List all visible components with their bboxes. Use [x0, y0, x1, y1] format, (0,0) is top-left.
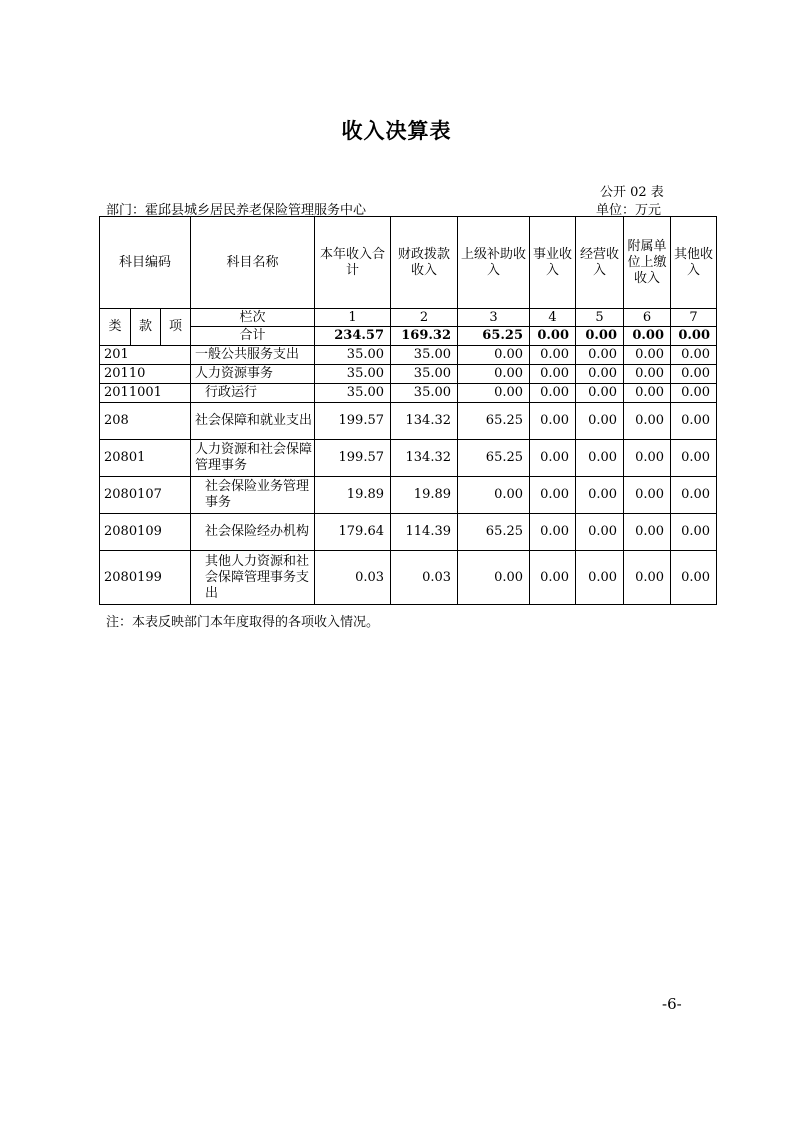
amount-cell: 35.00: [315, 365, 391, 384]
amount-cell: 0.00: [530, 514, 576, 551]
name-header: 科目名称: [191, 217, 315, 309]
amount-cell: 0.00: [671, 346, 717, 365]
col-number: 6: [624, 309, 671, 327]
subject-code: 2080199: [100, 551, 191, 605]
col-number: 2: [391, 309, 458, 327]
col-number: 1: [315, 309, 391, 327]
amount-cell: 0.00: [624, 346, 671, 365]
page-number: -6-: [662, 995, 682, 1013]
amount-cell: 0.00: [576, 384, 624, 403]
amount-cell: 0.00: [576, 440, 624, 477]
amount-cell: 0.00: [624, 384, 671, 403]
amount-cell: 0.00: [458, 551, 530, 605]
total-row: [100, 327, 717, 346]
subject-code: 20110: [100, 365, 191, 384]
amount-cell: 0.00: [576, 477, 624, 514]
amount-cell: 0.00: [458, 477, 530, 514]
col-header: 本年收入合计: [315, 217, 391, 309]
total-value: 169.32: [391, 327, 458, 346]
amount-cell: 0.03: [315, 551, 391, 605]
subject-name: 人力资源事务: [191, 365, 315, 384]
department-label: 部门：霍邱县城乡居民养老保险管理服务中心: [106, 203, 367, 218]
subject-code: 201: [100, 346, 191, 365]
amount-cell: 19.89: [315, 477, 391, 514]
subject-name: 其他人力资源和社会保障管理事务支出: [191, 551, 315, 605]
income-table: [99, 216, 717, 605]
amount-cell: 0.00: [530, 440, 576, 477]
code-header: 科目编码: [100, 217, 191, 309]
amount-cell: 0.00: [671, 477, 717, 514]
table-row: [100, 403, 717, 440]
amount-cell: 0.00: [624, 440, 671, 477]
amount-cell: 0.00: [576, 403, 624, 440]
column-number-row: [100, 309, 717, 327]
amount-cell: 0.00: [624, 514, 671, 551]
form-number: 公开 02 表: [600, 185, 664, 200]
amount-cell: 114.39: [391, 514, 458, 551]
amount-cell: 0.00: [458, 346, 530, 365]
table-note: 注：本表反映部门本年度取得的各项收入情况。: [106, 615, 380, 630]
amount-cell: 0.00: [530, 365, 576, 384]
amount-cell: 0.00: [576, 365, 624, 384]
amount-cell: 65.25: [458, 514, 530, 551]
table-row: [100, 514, 717, 551]
amount-cell: 0.00: [671, 440, 717, 477]
total-value: 65.25: [458, 327, 530, 346]
amount-cell: 134.32: [391, 440, 458, 477]
table-row: [100, 365, 717, 384]
subject-name: 社会保险经办机构: [191, 514, 315, 551]
total-value: 0.00: [530, 327, 576, 346]
col-header: 经营收入: [576, 217, 624, 309]
col-number: 3: [458, 309, 530, 327]
table-row: [100, 477, 717, 514]
amount-cell: 0.00: [624, 403, 671, 440]
subject-code: 20801: [100, 440, 191, 477]
table-row: [100, 551, 717, 605]
table-row: [100, 346, 717, 365]
subject-code: 2011001: [100, 384, 191, 403]
lanci-label: 栏次: [191, 309, 315, 327]
subject-name: 一般公共服务支出: [191, 346, 315, 365]
col-header: 上级补助收入: [458, 217, 530, 309]
lei-header: 类: [100, 309, 131, 346]
amount-cell: 0.00: [671, 551, 717, 605]
total-label: 合计: [191, 327, 315, 346]
amount-cell: 35.00: [391, 365, 458, 384]
amount-cell: 0.00: [671, 365, 717, 384]
xiang-header: 项: [161, 309, 191, 346]
amount-cell: 35.00: [315, 384, 391, 403]
amount-cell: 0.00: [458, 365, 530, 384]
header-row: [100, 217, 717, 309]
col-header: 事业收入: [530, 217, 576, 309]
amount-cell: 0.00: [576, 346, 624, 365]
subject-name: 社会保险业务管理事务: [191, 477, 315, 514]
amount-cell: 19.89: [391, 477, 458, 514]
amount-cell: 134.32: [391, 403, 458, 440]
col-number: 7: [671, 309, 717, 327]
table-row: [100, 384, 717, 403]
amount-cell: 179.64: [315, 514, 391, 551]
amount-cell: 0.00: [530, 403, 576, 440]
amount-cell: 0.00: [530, 551, 576, 605]
table-row: [100, 440, 717, 477]
amount-cell: 0.00: [576, 514, 624, 551]
col-header: 财政拨款收入: [391, 217, 458, 309]
amount-cell: 0.00: [624, 477, 671, 514]
amount-cell: 199.57: [315, 440, 391, 477]
amount-cell: 0.00: [530, 477, 576, 514]
col-header: 其他收入: [671, 217, 717, 309]
amount-cell: 0.00: [671, 514, 717, 551]
subject-name: 社会保障和就业支出: [191, 403, 315, 440]
amount-cell: 0.00: [530, 346, 576, 365]
amount-cell: 65.25: [458, 403, 530, 440]
amount-cell: 35.00: [315, 346, 391, 365]
subject-code: 208: [100, 403, 191, 440]
total-value: 0.00: [576, 327, 624, 346]
subject-code: 2080109: [100, 514, 191, 551]
amount-cell: 0.00: [576, 551, 624, 605]
amount-cell: 0.00: [624, 551, 671, 605]
amount-cell: 0.00: [530, 384, 576, 403]
amount-cell: 35.00: [391, 346, 458, 365]
amount-cell: 35.00: [391, 384, 458, 403]
col-header: 附属单位上缴收入: [624, 217, 671, 309]
total-value: 0.00: [671, 327, 717, 346]
subject-name: 人力资源和社会保障管理事务: [191, 440, 315, 477]
kuan-header: 款: [131, 309, 161, 346]
subject-code: 2080107: [100, 477, 191, 514]
total-value: 0.00: [624, 327, 671, 346]
amount-cell: 0.00: [671, 403, 717, 440]
col-number: 5: [576, 309, 624, 327]
subject-name: 行政运行: [191, 384, 315, 403]
page-title: 收入决算表: [341, 119, 452, 143]
amount-cell: 0.03: [391, 551, 458, 605]
amount-cell: 65.25: [458, 440, 530, 477]
total-value: 234.57: [315, 327, 391, 346]
unit-label: 单位：万元: [596, 203, 662, 218]
amount-cell: 0.00: [671, 384, 717, 403]
col-number: 4: [530, 309, 576, 327]
amount-cell: 199.57: [315, 403, 391, 440]
amount-cell: 0.00: [624, 365, 671, 384]
amount-cell: 0.00: [458, 384, 530, 403]
